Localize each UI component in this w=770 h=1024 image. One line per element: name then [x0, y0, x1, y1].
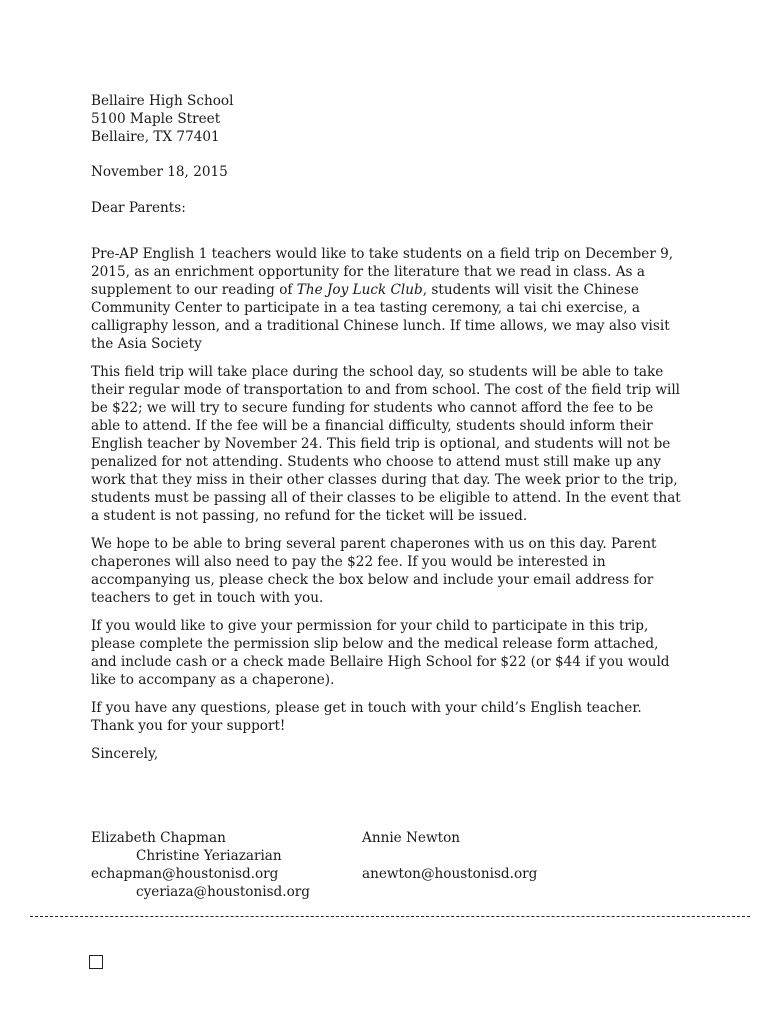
letter-date: November 18, 2015	[91, 164, 228, 180]
book-title: The Joy Luck Club	[296, 282, 423, 298]
signer-email-2: anewton@houstonisd.org	[362, 866, 538, 882]
signature-block	[91, 829, 691, 901]
signer-name-3: Christine Yeriazarian	[136, 848, 282, 864]
signer-email-3: cyeriaza@houstonisd.org	[136, 884, 310, 900]
salutation: Dear Parents:	[91, 200, 186, 216]
paragraph-questions: If you have any questions, please get in touch with your child’s English teacher. Thank you for your support!	[91, 700, 642, 734]
paragraph-field-trip-intro	[91, 245, 681, 353]
paragraph-1-text-b: , students will visit the Chinese Community Center to participate in a tea tasting ceremony, a tai chi exercise, a calligraphy lesson, and a traditional Chinese lunch. If time allows, we may also visit the Asia Society	[91, 282, 670, 352]
signer-name-1: Elizabeth Chapman	[91, 830, 226, 846]
signer-name-2: Annie Newton	[362, 830, 461, 846]
chaperone-checkbox[interactable]	[89, 955, 103, 969]
paragraph-1-text-a: Pre-AP English 1 teachers would like to take students on a field trip on December 9, 2015, as an enrichment opportunity for the literature that we read in class. As a supplement to our reading of	[91, 246, 674, 298]
paragraph-permission: If you would like to give your permission for your child to participate in this trip, please complete the permission slip below and the medical release form attached, and include cash or a check made Bellaire High School for $22 (or $44 if you would like to accompany as a chaperone).	[91, 618, 670, 688]
address-line-3: Bellaire, TX 77401	[91, 129, 220, 145]
paragraph-chaperones: We hope to be able to bring several parent chaperones with us on this day. Parent chaperones will also need to pay the $22 fee. If you would be interested in accompanying us, please check the box below and include your email address for teachers to get in touch with you.	[91, 536, 657, 606]
school-address	[91, 92, 681, 146]
paragraph-logistics: This field trip will take place during the school day, so students will be able to take their regular mode of transportation to and from school. The cost of the field trip will be $22; we will try to secure funding for students who cannot afford the fee to be able to attend. If the fee will be a financial difficulty, students should inform their English teacher by November 24. This field trip is optional, and students will not be penalized for not attending. Students who choose to attend must still make up any work that they miss in their other classes during that day. The week prior to the trip, students must be passing all of their classes to be eligible to attend. In the event that a student is not passing, no refund for the ticket will be issued.	[91, 364, 681, 524]
closing: Sincerely,	[91, 746, 159, 762]
address-line-1: Bellaire High School	[91, 93, 234, 109]
signer-email-1: echapman@houstonisd.org	[91, 866, 279, 882]
letter-body	[91, 92, 681, 901]
cut-line-divider	[30, 916, 750, 917]
address-line-2: 5100 Maple Street	[91, 111, 221, 127]
